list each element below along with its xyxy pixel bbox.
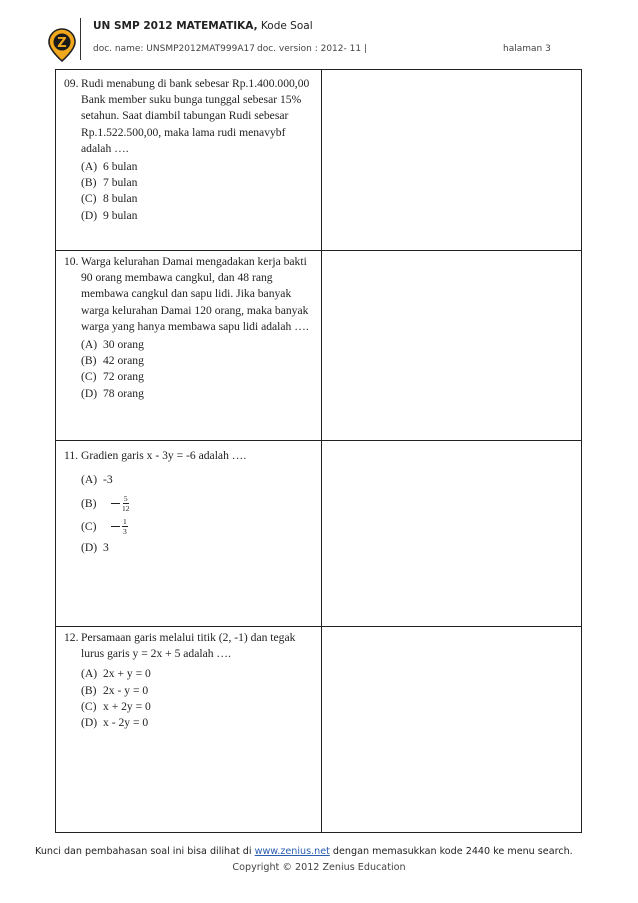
title-bold: UN SMP 2012 MATEMATIKA, [93,20,258,32]
footer-text-b: dengan memasukkan kode 2440 ke menu search. [329,846,573,857]
minus-sign [111,526,120,527]
question-10 [64,254,316,402]
footer-note [35,846,573,857]
options-list [64,159,316,224]
options-list [64,337,316,402]
question-number: 11. [64,449,79,462]
option-d: (D) x - 2y = 0 [81,716,149,730]
zenius-link[interactable]: www.zenius.net [254,846,330,857]
option-b: (B) $\frac{5}{12}$ [81,494,130,514]
option-a: (A) 6 bulan [81,160,138,174]
question-number: 10. [64,255,79,268]
option-d: (D) 78 orang [81,386,144,400]
option-a: (A) 2x + y = 0 [81,667,151,681]
question-grid [55,69,582,833]
option-c: (C) $\frac{1}{3}$ [81,517,127,537]
question-09 [64,76,316,224]
question-12 [64,630,316,731]
question-stem: Persamaan garis melalui titik (2, -1) dan tegak lurus garis y = 2x + 5 adalah …. [81,631,296,661]
question-stem: Warga kelurahan Damai mengadakan kerja bakti 90 orang membawa cangkul, dan 48 rang membawa cangkul dan sapu lidi. Jika banyak warga kelurahan Damai 120 orang, maka banyak warga yang hanya membawa sapu lidi adalah …. [81,255,309,333]
title-rest: Kode Soal [257,20,313,32]
row-divider [56,440,581,441]
question-number: 09. [64,77,79,90]
question-stem: Gradien garis x - 3y = -6 adalah …. [81,449,247,462]
option-b: (B) 7 bulan [81,176,138,190]
option-b: (B) 2x - y = 0 [81,683,149,697]
option-b: (B) 42 orang [81,354,144,368]
zenius-logo [48,28,76,62]
page-number: halaman 3 [503,44,551,54]
question-stem: Rudi menabung di bank sebesar Rp.1.400.000,00 Bank member suku bunga tunggal sebesar 15% setahun. Saat diambil tabungan Rudi sebesar Rp.1.522.500,00, maka lama rudi menavybf adalah …. [81,77,310,155]
doc-name: doc. name: UNSMP2012MAT999A17 [93,44,255,54]
copyright: Copyright © 2012 Zenius Education [232,862,406,873]
option-a: (A) 30 orang [81,338,144,352]
row-divider [56,250,581,251]
fraction: $\frac{1}{3}$ [123,517,127,537]
option-c: (C) 8 bulan [81,192,138,206]
option-c: (C) x + 2y = 0 [81,699,151,713]
question-11 [64,448,316,557]
question-number: 12. [64,631,79,644]
option-d: (D) 9 bulan [81,208,138,222]
minus-sign [111,503,120,504]
footer-text-a: Kunci dan pembahasan soal ini bisa dilihat di [35,846,255,857]
column-divider [321,70,322,832]
option-d: (D) 3 [81,541,109,555]
options-list [64,472,316,556]
header-divider [80,18,81,60]
row-divider [56,626,581,627]
fraction: $\frac{5}{12}$ [122,494,130,514]
option-a: (A) -3 [81,473,113,487]
doc-version: doc. version : 2012- 11 | [257,44,367,54]
logo-letter: Z [57,36,67,51]
option-c: (C) 72 orang [81,370,144,384]
options-list [64,666,316,731]
header-title [93,20,313,32]
